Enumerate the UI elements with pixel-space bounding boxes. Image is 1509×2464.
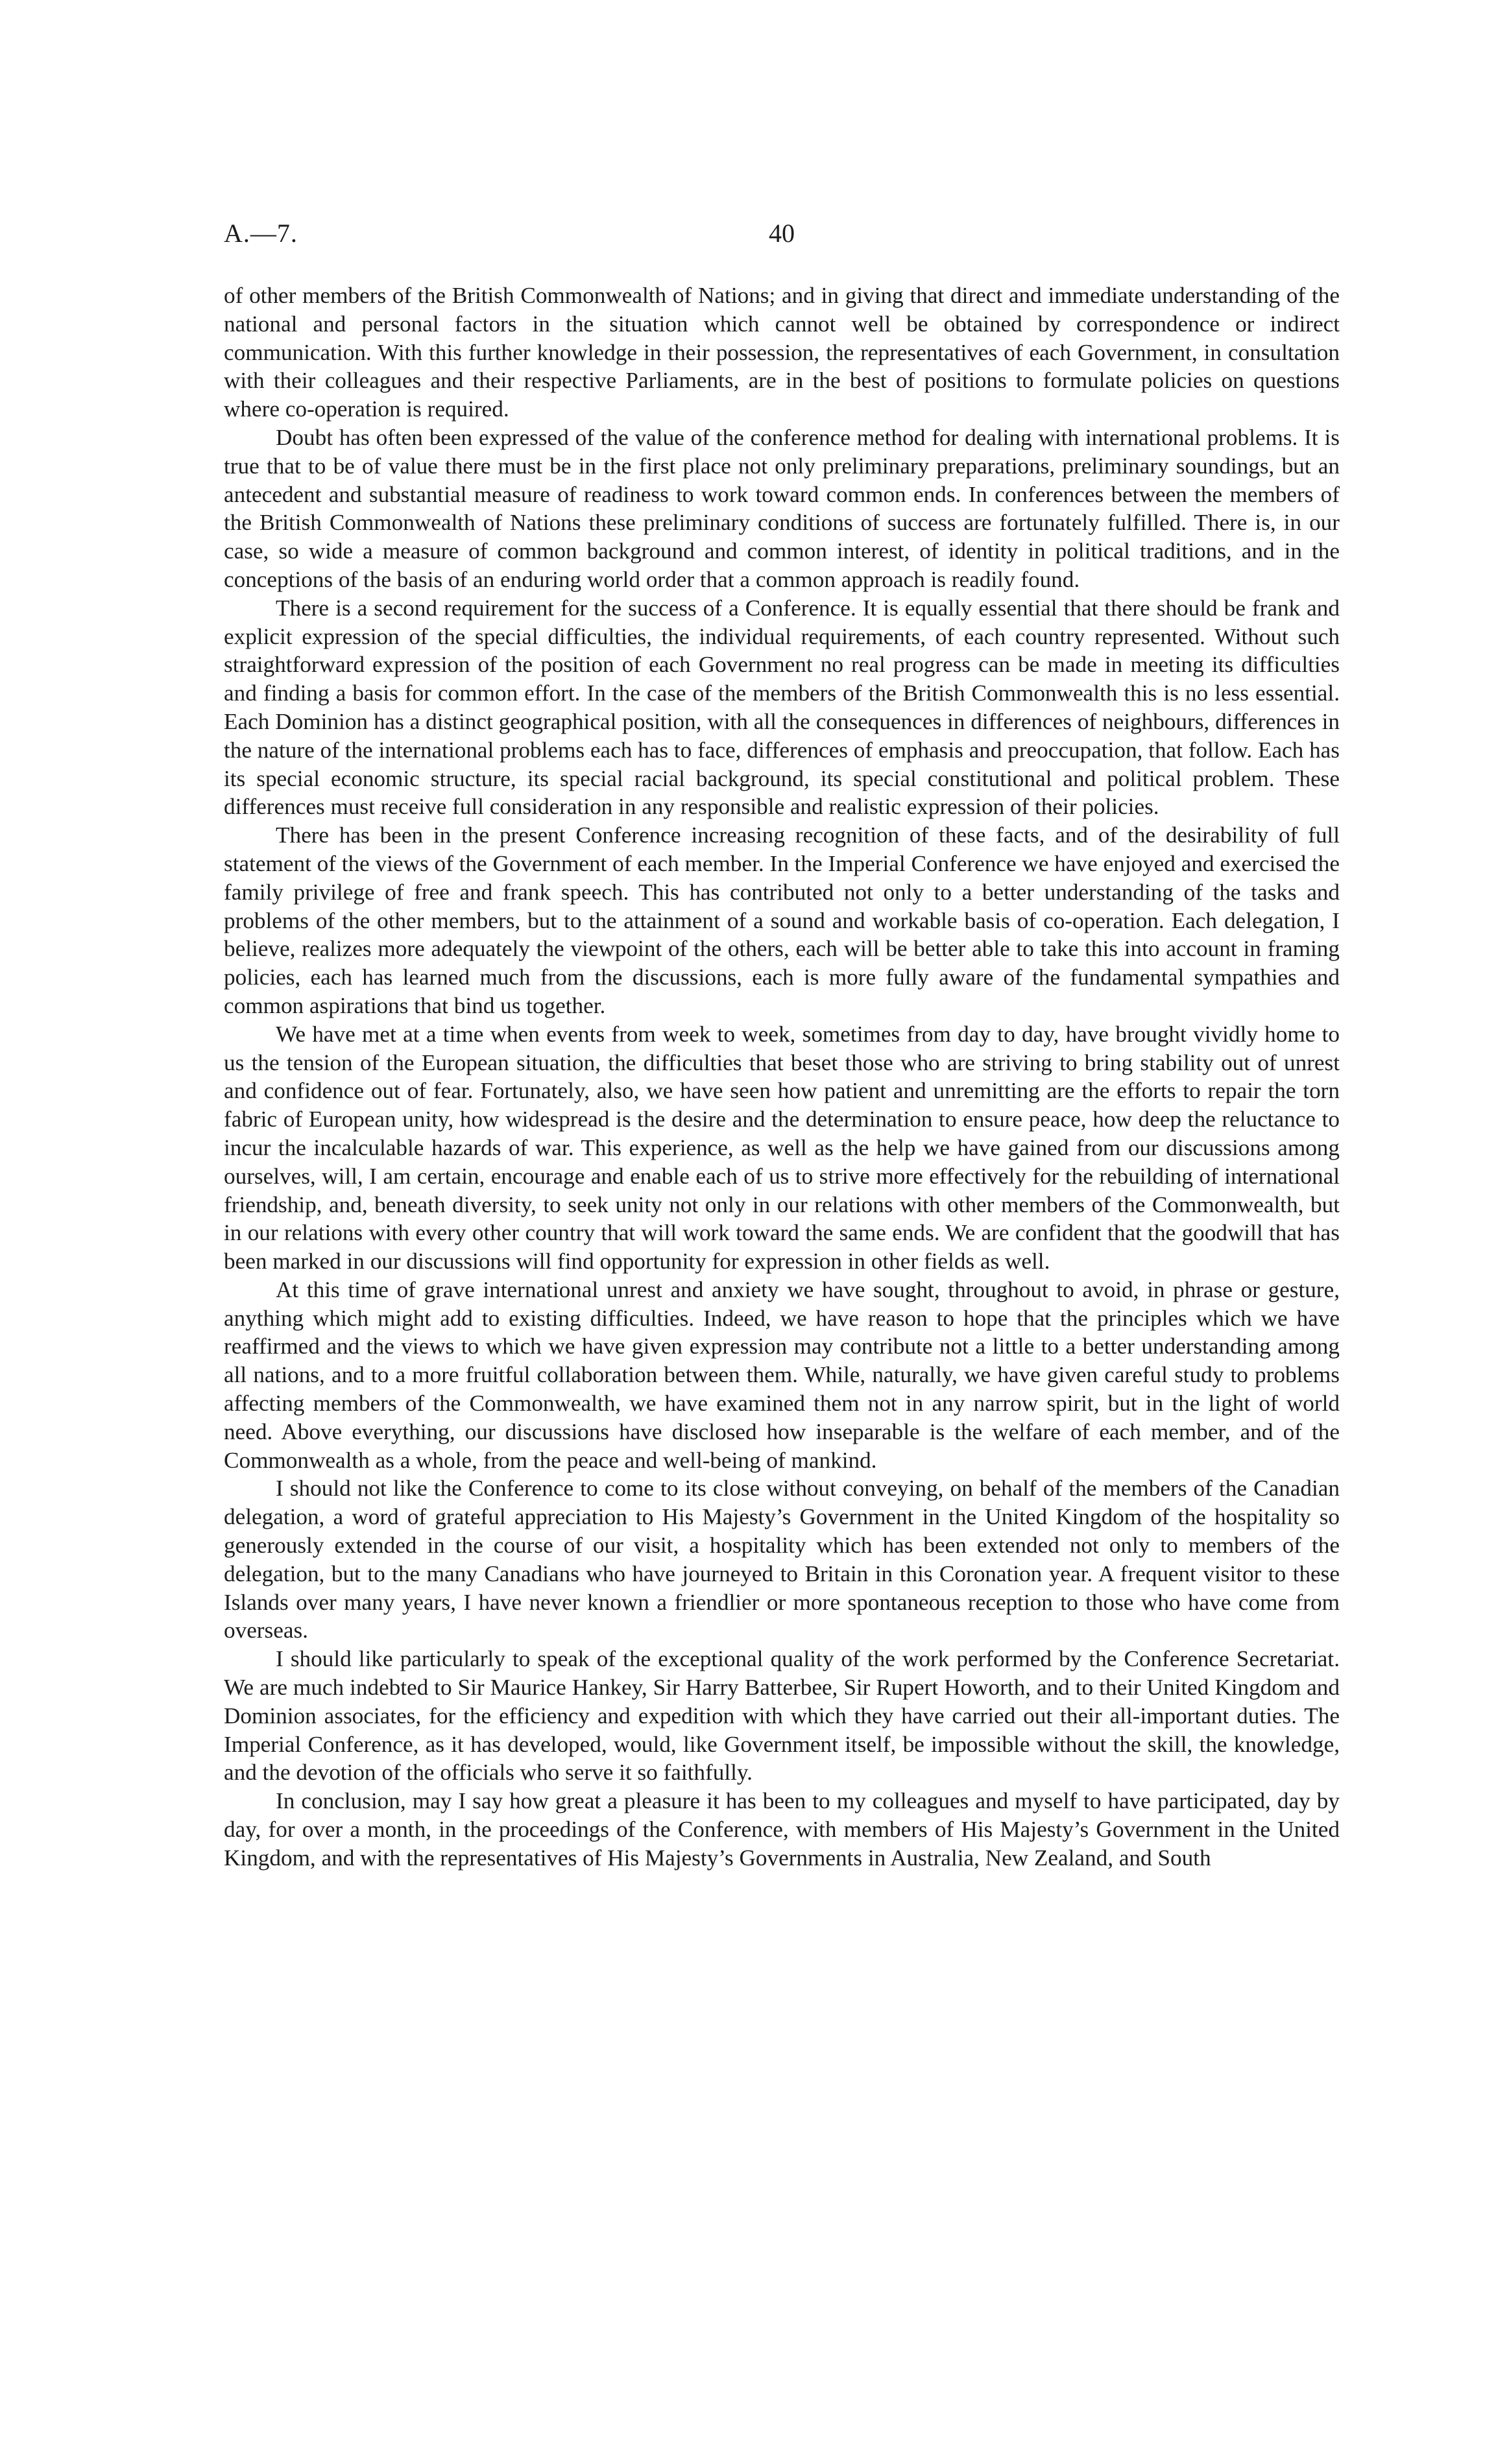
paragraph-continued: of other members of the British Commonwealth of Nations; and in giving that direct and immediate understanding of the national and personal factors in the situation which cannot well be obtained by correspondence or indirect communication. With this further knowledge in their possession, the representatives of each Government, in consultation with their colleagues and their respective Parliaments, are in the best of positions to formulate policies on questions where co-operation is required. bbox=[224, 283, 1340, 422]
document-reference: A.—7. bbox=[224, 219, 298, 248]
body-text bbox=[224, 281, 1340, 1872]
page-header bbox=[0, 214, 1509, 253]
paragraph-recognition: There has been in the present Conference increasing recognition of these facts, and of the desirability of full statement of the views of the Government of each member. In the Imperial Conference we have enjoyed and exercised the family privilege of free and frank speech. This has contributed not only to a better understanding of the tasks and problems of the other members, but to the attainment of a sound and workable basis of co-operation. Each delegation, I believe, realizes more adequately the viewpoint of the others, each will be better able to take this into account in framing policies, each has learned much from the discussions, each is more fully aware of the fundamental sympathies and common aspirations that bind us together. bbox=[224, 822, 1340, 1018]
paragraph-second-requirement: There is a second requirement for the success of a Conference. It is equally essential that there should be frank and explicit expression of the special difficulties, the individual requirements, of each country represented. Without such straightforward expression of the position of each Government no real progress can be made in meeting its difficulties and finding a basis for common effort. In the case of the members of the British Commonwealth this is no less essential. Each Dominion has a distinct geographical position, with all the consequences in differences of neighbours, differences in the nature of the international problems each has to face, differences of emphasis and preoccupation, that follow. Each has its special economic structure, its special racial background, its special constitutional and political problem. These differences must receive full consideration in any responsible and realistic expression of their policies. bbox=[224, 595, 1340, 820]
paragraph-conclusion: In conclusion, may I say how great a pleasure it has been to my colleagues and myself to have participated, day by day, for over a month, in the proceedings of the Conference, with members of His Majesty’s Government in the United Kingdom, and with the representatives of His Majesty’s Governments in Australia, New Zealand, and South bbox=[224, 1788, 1340, 1871]
paragraph-secretariat: I should like particularly to speak of the exceptional quality of the work performed by the Conference Secretariat. We are much indebted to Sir Maurice Hankey, Sir Harry Batterbee, Sir Rupert Howorth, and to their United Kingdom and Dominion associates, for the efficiency and expedition with which they have carried out their all-important duties. The Imperial Conference, as it has developed, would, like Government itself, be impossible without the skill, the knowledge, and the devotion of the officials who serve it so faithfully. bbox=[224, 1646, 1340, 1786]
paragraph-international-unrest: At this time of grave international unrest and anxiety we have sought, throughout to avoid, in phrase or gesture, anything which might add to existing difficulties. Indeed, we have reason to hope that the principles which we have reaffirmed and the views to which we have given expression may contribute not a little to a better understanding among all nations, and to a more fruitful collaboration between them. While, naturally, we have given careful study to problems affecting members of the Commonwealth, we have examined them not in any narrow spirit, but in the light of world need. Above everything, our discussions have disclosed how inseparable is the welfare of each member, and of the Commonwealth as a whole, from the peace and well-being of mankind. bbox=[224, 1276, 1340, 1473]
paragraph-hospitality: I should not like the Conference to come to its close without conveying, on behalf of the members of the Canadian delegation, a word of grateful appreciation to His Majesty’s Government in the United Kingdom of the hospitality so generously extended in the course of our visit, a hospitality which has been extended not only to members of the delegation, but to the many Canadians who have journeyed to Britain in this Coronation year. A frequent visitor to these Islands over many years, I have never known a friendlier or more spontaneous reception to those who have come from overseas. bbox=[224, 1476, 1340, 1644]
paragraph-european-situation: We have met at a time when events from week to week, sometimes from day to day, have brought vividly home to us the tension of the European situation, the difficulties that beset those who are striving to bring stability out of unrest and confidence out of fear. Fortunately, also, we have seen how patient and unremitting are the efforts to repair the torn fabric of European unity, how widespread is the desire and the determination to ensure peace, how deep the reluctance to incur the incalculable hazards of war. This experience, as well as the help we have gained from our discussions among ourselves, will, I am certain, encourage and enable each of us to strive more effectively for the rebuilding of international friendship, and, beneath diversity, to seek unity not only in our relations with other members of the Commonwealth, but in our relations with every other country that will work toward the same ends. We are confident that the goodwill that has been marked in our discussions will find opportunity for expression in other fields as well. bbox=[224, 1021, 1340, 1274]
page-number: 40 bbox=[769, 219, 795, 248]
paragraph-conference-method: Doubt has often been expressed of the value of the conference method for dealing with international problems. It is true that to be of value there must be in the first place not only preliminary preparations, preliminary soundings, but an antecedent and substantial measure of readiness to work toward common ends. In conferences between the members of the British Commonwealth of Nations these preliminary conditions of success are fortunately fulfilled. There is, in our case, so wide a measure of common background and common interest, of identity in political traditions, and in the conceptions of the basis of an enduring world order that a common approach is readily found. bbox=[224, 424, 1340, 592]
